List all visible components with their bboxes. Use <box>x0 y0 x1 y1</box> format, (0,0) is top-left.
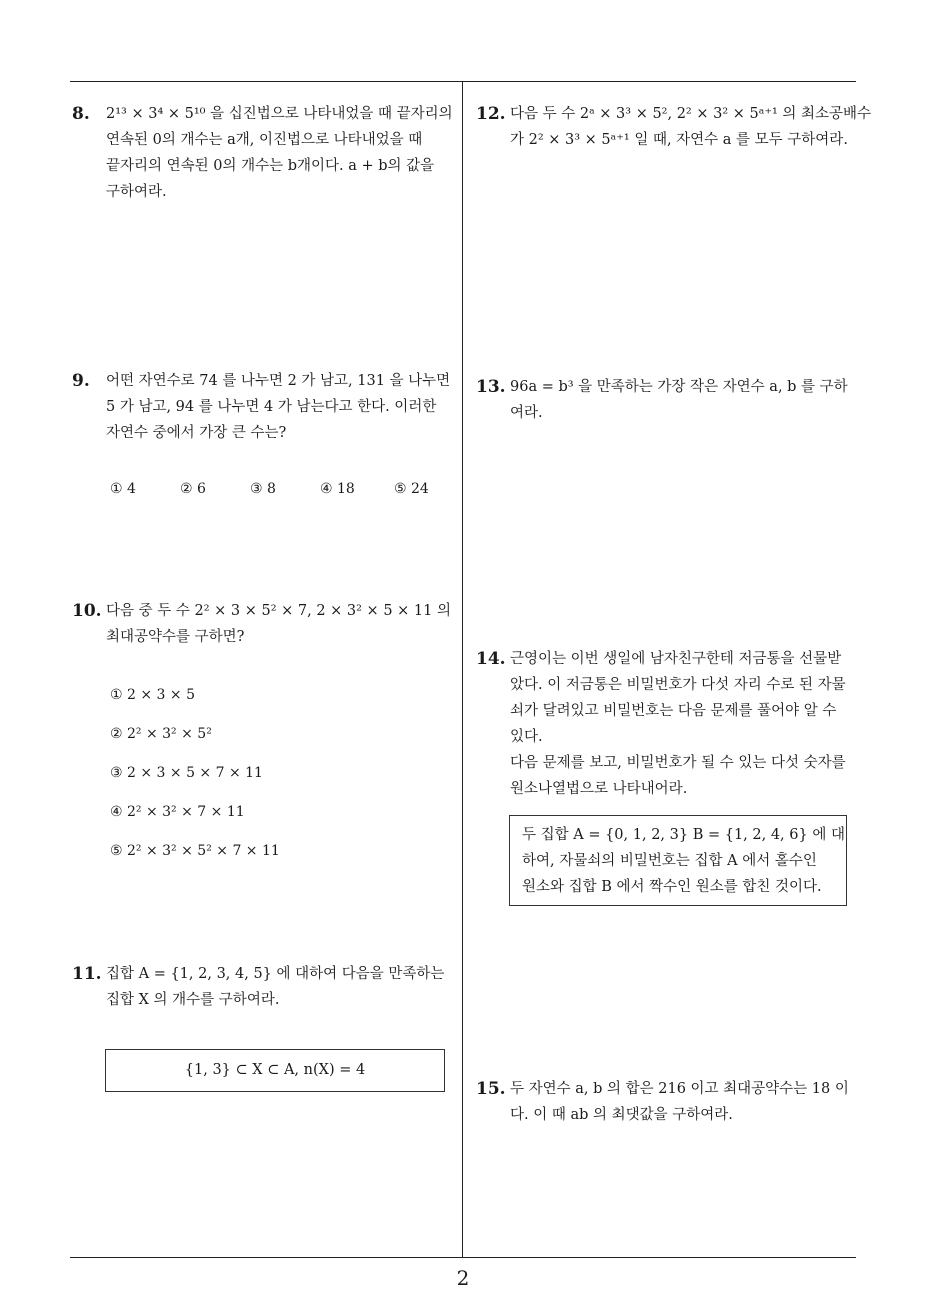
question-text-line: 원소나열법으로 나타내어라. <box>510 781 688 797</box>
question-text-line: 있다. <box>510 729 543 745</box>
question-text-line: 았다. 이 저금통은 비밀번호가 다섯 자리 수로 된 자물 <box>510 677 846 693</box>
question-text-line: 가 2² × 3³ × 5ᵃ⁺¹ 일 때, 자연수 a 를 모두 구하여라. <box>510 132 848 148</box>
question-text-line: 집합 X 의 개수를 구하여라. <box>106 992 280 1008</box>
question-text-line: 연속된 0의 개수는 a개, 이진법으로 나타내었을 때 <box>106 132 423 148</box>
question-text-line: 96a = b³ 을 만족하는 가장 작은 자연수 a, b 를 구하 <box>510 379 848 395</box>
condition-box <box>105 1049 445 1092</box>
question-text-line: 2¹³ × 3⁴ × 5¹⁰ 을 십진법으로 나타내었을 때 끝자리의 <box>106 106 453 122</box>
question-number: 12. <box>476 104 506 124</box>
question-text-line: 다. 이 때 ab 의 최댓값을 구하여라. <box>510 1107 733 1123</box>
question-text-line: 끝자리의 연속된 0의 개수는 b개이다. a + b의 값을 <box>106 158 435 174</box>
question-number: 8. <box>72 104 90 124</box>
question-text-line: 쇠가 달려있고 비밀번호는 다음 문제를 풀어야 알 수 <box>510 703 837 719</box>
question-text-line: 최대공약수를 구하면? <box>106 629 245 645</box>
question-text-line: 다음 문제를 보고, 비밀번호가 될 수 있는 다섯 숫자를 <box>510 755 846 771</box>
choice-item[interactable]: ⑤ 24 <box>394 481 429 497</box>
question-number: 15. <box>476 1079 506 1099</box>
question-number: 13. <box>476 377 506 397</box>
problem-text-line: 하여, 자물쇠의 비밀번호는 집합 A 에서 홀수인 <box>522 853 817 869</box>
question-text-line: 5 가 남고, 94 를 나누면 4 가 남는다고 한다. 이러한 <box>106 399 437 415</box>
question-text-line: 다음 두 수 2ᵃ × 3³ × 5², 2² × 3² × 5ᵃ⁺¹ 의 최소공배수 <box>510 106 872 122</box>
question-number: 11. <box>72 964 102 984</box>
question-text-line: 집합 A = {1, 2, 3, 4, 5} 에 대하여 다음을 만족하는 <box>106 966 445 982</box>
top-rule <box>70 81 856 82</box>
question-number: 10. <box>72 601 102 621</box>
question-text-line: 근영이는 이번 생일에 남자친구한테 저금통을 선물받 <box>510 651 842 667</box>
question-number: 9. <box>72 371 90 391</box>
choice-item[interactable]: ⑤ 2² × 3² × 5² × 7 × 11 <box>110 843 280 859</box>
choice-item[interactable]: ① 4 <box>110 481 136 497</box>
question-text-line: 구하여라. <box>106 184 167 200</box>
page-number: 2 <box>456 1266 470 1290</box>
question-number: 14. <box>476 649 506 669</box>
choice-item[interactable]: ④ 18 <box>320 481 355 497</box>
choice-item[interactable]: ② 6 <box>180 481 206 497</box>
column-divider <box>462 81 463 1258</box>
question-text-line: 두 자연수 a, b 의 합은 216 이고 최대공약수는 18 이 <box>510 1081 849 1097</box>
bottom-rule <box>70 1257 856 1258</box>
choice-item[interactable]: ① 2 × 3 × 5 <box>110 687 195 703</box>
choice-item[interactable]: ③ 2 × 3 × 5 × 7 × 11 <box>110 765 263 781</box>
choice-list <box>110 476 429 502</box>
condition-text: {1, 3} ⊂ X ⊂ A, n(X) = 4 <box>184 1062 366 1078</box>
choice-item[interactable]: ② 2² × 3² × 5² <box>110 726 212 742</box>
choice-item[interactable]: ③ 8 <box>250 481 276 497</box>
question-text-line: 어떤 자연수로 74 를 나누면 2 가 남고, 131 을 나누면 <box>106 373 451 389</box>
question-text-line: 다음 중 두 수 2² × 3 × 5² × 7, 2 × 3² × 5 × 11 의 <box>106 603 451 619</box>
question-text-line: 자연수 중에서 가장 큰 수는? <box>106 425 287 441</box>
problem-text-line: 원소와 집합 B 에서 짝수인 원소를 합친 것이다. <box>522 879 822 895</box>
problem-box <box>509 815 847 906</box>
choice-item[interactable]: ④ 2² × 3² × 7 × 11 <box>110 804 245 820</box>
problem-text-line: 두 집합 A = {0, 1, 2, 3} B = {1, 2, 4, 6} 에 대 <box>522 827 845 843</box>
question-text-line: 여라. <box>510 405 543 421</box>
